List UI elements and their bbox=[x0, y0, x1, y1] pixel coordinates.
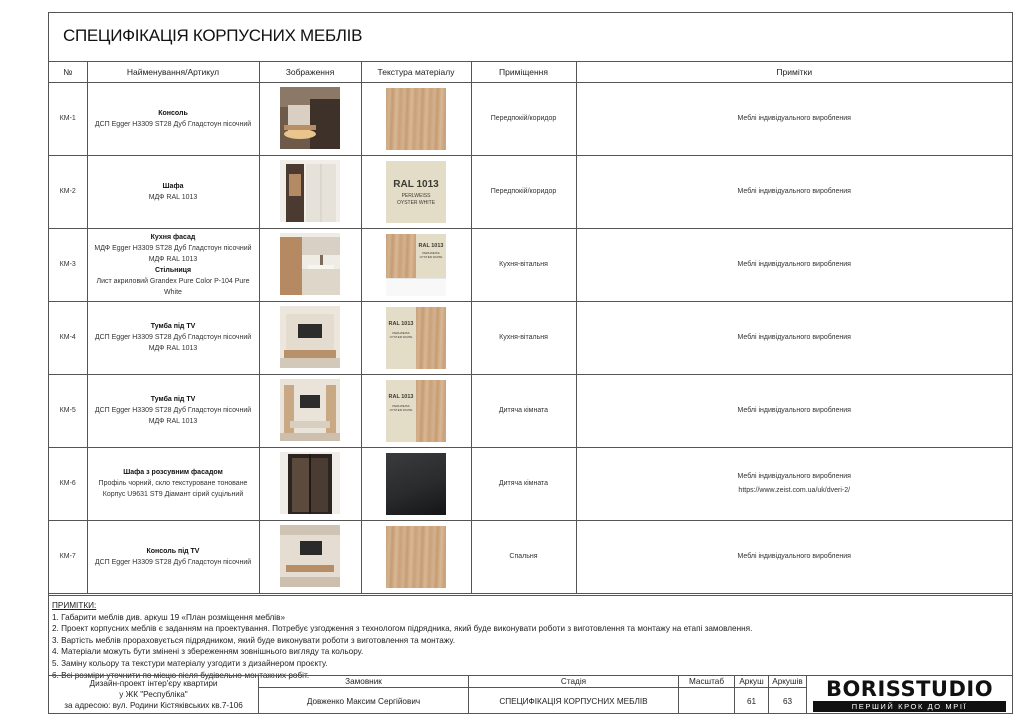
table-header-row bbox=[49, 62, 1012, 82]
ral-name-label: PERLWEISS bbox=[401, 192, 431, 199]
ral-1013-swatch bbox=[386, 307, 416, 369]
item-detail: ДСП Egger H3309 ST28 Дуб Гладстоун пісочний bbox=[94, 407, 252, 414]
item-name: Стільниця bbox=[154, 266, 192, 274]
scale-cell bbox=[679, 676, 735, 714]
studio-logo bbox=[807, 676, 1012, 714]
item-name-cell bbox=[87, 155, 259, 228]
col-header-notes: Примітки bbox=[576, 62, 1012, 82]
room-cell: Кухня-вітальня bbox=[471, 228, 576, 301]
texture-cell bbox=[361, 447, 471, 520]
ral-code-label: RAL 1013 bbox=[388, 393, 414, 400]
room-cell: Дитяча кімната bbox=[471, 374, 576, 447]
room-cell: Дитяча кімната bbox=[471, 447, 576, 520]
texture-cell bbox=[361, 301, 471, 374]
ral-name-label: OYSTER WHITE bbox=[419, 254, 443, 259]
page-title: СПЕЦИФІКАЦІЯ КОРПУСНИХ МЕБЛІВ bbox=[63, 26, 363, 45]
item-detail: Лист акриловий Grandex Pure Color P-104 Pure White bbox=[96, 277, 250, 296]
ral-1013-swatch bbox=[386, 380, 416, 442]
specification-table bbox=[49, 62, 1012, 594]
sheet-value: 61 bbox=[746, 696, 757, 706]
logo-tagline: ПЕРШИЙ КРОК ДО МРІЇ bbox=[813, 701, 1006, 712]
notes-section bbox=[49, 595, 1012, 680]
ral-name-label: OYSTER WHITE bbox=[389, 334, 413, 339]
combined-texture-swatch bbox=[386, 380, 446, 442]
room-cell: Кухня-вітальня bbox=[471, 301, 576, 374]
specification-sheet bbox=[48, 12, 1013, 714]
image-cell bbox=[259, 301, 361, 374]
oak-texture-swatch bbox=[386, 526, 446, 588]
note-item: 5. Заміну кольору та текстури матеріалу узгодити з дизайнером проєкту. bbox=[52, 658, 328, 668]
item-name-cell bbox=[87, 374, 259, 447]
note-cell: Меблі індивідуального виробления bbox=[576, 520, 1012, 593]
supplier-link[interactable]: https://www.zeist.com.ua/uk/dveri-2/ bbox=[738, 487, 851, 494]
ral-name-label: PERLWEISS bbox=[392, 330, 410, 335]
table-row bbox=[49, 155, 1012, 228]
notes-heading: ПРИМІТКИ: bbox=[52, 601, 97, 610]
note-item: 6. Всі розміри уточнити по місцю після будівельно-монтажних робіт. bbox=[52, 670, 310, 680]
table-row bbox=[49, 374, 1012, 447]
project-info bbox=[49, 676, 259, 714]
sheet-cell bbox=[735, 676, 769, 714]
table-row bbox=[49, 82, 1012, 155]
note-item: 2. Проект корпусних меблів є заданням на проектування. Потребує узгодження з технологом підрядника, який буде виконувати роботи з виготовлення та монтажу на етапі замовлення. bbox=[52, 624, 753, 634]
col-header-texture: Текстура матеріалу bbox=[361, 62, 471, 82]
ral-name-label: PERLWEISS bbox=[422, 250, 440, 255]
note-cell: Меблі індивідуального виробления bbox=[576, 82, 1012, 155]
item-detail: Корпус U9631 ST9 Діамант сірий суцільний bbox=[102, 491, 244, 498]
texture-cell bbox=[361, 520, 471, 593]
item-name-cell bbox=[87, 82, 259, 155]
note-cell: Меблі індивідуального виробления bbox=[576, 374, 1012, 447]
stage-value: СПЕЦИФІКАЦІЯ КОРПУСНИХ МЕБЛІВ bbox=[499, 696, 648, 706]
image-cell bbox=[259, 155, 361, 228]
item-name: Тумба під TV bbox=[150, 323, 196, 330]
room-cell: Передпокій/коридор bbox=[471, 155, 576, 228]
project-line: Дизайн-проект інтер'єру квартири bbox=[89, 679, 218, 688]
table-row bbox=[49, 447, 1012, 520]
furniture-photo bbox=[280, 87, 340, 149]
sheet-label: Аркуш bbox=[735, 676, 768, 688]
ral-name-label: OYSTER WHITE bbox=[396, 199, 436, 206]
oak-texture-swatch bbox=[416, 307, 446, 369]
item-detail: МДФ RAL 1013 bbox=[148, 255, 198, 263]
item-detail: МДФ RAL 1013 bbox=[148, 345, 198, 352]
image-cell bbox=[259, 520, 361, 593]
image-cell bbox=[259, 374, 361, 447]
client-value: Довженко Максим Сергійович bbox=[306, 696, 421, 706]
oak-texture-swatch bbox=[386, 88, 446, 150]
ral-code-label: RAL 1013 bbox=[418, 242, 444, 249]
ral-code-label: RAL 1013 bbox=[393, 178, 439, 190]
image-cell bbox=[259, 82, 361, 155]
texture-cell bbox=[361, 228, 471, 301]
sheets-label: Аркушів bbox=[769, 676, 806, 688]
image-cell bbox=[259, 447, 361, 520]
item-name-cell bbox=[87, 447, 259, 520]
furniture-photo bbox=[280, 306, 340, 368]
furniture-photo bbox=[280, 525, 340, 587]
note-item: 1. Габарити меблів див. аркуш 19 «План розміщення меблів» bbox=[52, 612, 286, 622]
room-cell: Спальня bbox=[471, 520, 576, 593]
client-label: Замовник bbox=[259, 676, 468, 688]
combined-texture-swatch bbox=[386, 307, 446, 369]
item-name-cell bbox=[87, 228, 259, 301]
col-header-number: № bbox=[49, 62, 87, 82]
item-name: Консоль bbox=[158, 109, 188, 117]
furniture-photo bbox=[280, 233, 340, 295]
table-row bbox=[49, 228, 1012, 301]
furniture-photo bbox=[280, 379, 340, 441]
item-name: Кухня фасад bbox=[150, 233, 196, 241]
white-acrylic-swatch bbox=[386, 278, 446, 296]
item-name: Тумба під TV bbox=[150, 396, 196, 403]
item-name-cell bbox=[87, 301, 259, 374]
dark-glass-swatch bbox=[386, 453, 446, 515]
item-name: Шафа з розсувним фасадом bbox=[123, 469, 223, 476]
stage-label: Стадія bbox=[469, 676, 678, 688]
item-detail: МДФ RAL 1013 bbox=[148, 418, 198, 425]
note-cell: Меблі індивідуального виробления bbox=[576, 228, 1012, 301]
item-name-cell bbox=[87, 520, 259, 593]
texture-cell bbox=[361, 155, 471, 228]
item-code: КМ-4 bbox=[49, 301, 87, 374]
item-detail: МДФ RAL 1013 bbox=[148, 193, 198, 201]
ral-name-label: PERLWEISS bbox=[392, 403, 410, 408]
note-cell: Меблі індивідуального виробления bbox=[576, 301, 1012, 374]
note-text: Меблі індивідуального виробления bbox=[737, 473, 851, 480]
note-item: 4. Матеріали можуть бути змінені з збереженням зовнішнього вигляду та кольору. bbox=[52, 647, 364, 657]
item-detail: Профіль чорний, скло текстуроване тоноване bbox=[98, 480, 248, 487]
note-item: 3. Вартість меблів прораховується підрядником, який буде виконувати роботи з виготовлення та монтажу. bbox=[52, 635, 455, 645]
furniture-photo bbox=[280, 160, 340, 222]
ral-code-label: RAL 1013 bbox=[388, 320, 414, 327]
client-cell bbox=[259, 676, 469, 714]
title-box bbox=[49, 13, 1012, 62]
combined-texture-swatch bbox=[386, 234, 446, 296]
item-name: Консоль під TV bbox=[146, 547, 200, 555]
item-code: КМ-7 bbox=[49, 520, 87, 593]
item-code: КМ-3 bbox=[49, 228, 87, 301]
item-detail: МДФ Egger H3309 ST28 Дуб Гладстоун пісочний bbox=[94, 244, 252, 252]
item-code: КМ-1 bbox=[49, 82, 87, 155]
note-cell bbox=[576, 447, 1012, 520]
item-detail: ДСП Egger H3309 ST28 Дуб Гладстоун пісочний bbox=[94, 334, 252, 341]
title-block bbox=[49, 675, 1012, 713]
texture-cell bbox=[361, 374, 471, 447]
room-cell: Передпокій/коридор bbox=[471, 82, 576, 155]
ral-1013-swatch bbox=[416, 234, 446, 278]
item-code: КМ-2 bbox=[49, 155, 87, 228]
oak-texture-swatch bbox=[416, 380, 446, 442]
project-line: за адресою: вул. Родини Кістяківських кв.7-106 bbox=[64, 701, 243, 710]
texture-cell bbox=[361, 82, 471, 155]
item-code: КМ-6 bbox=[49, 447, 87, 520]
logo-wordmark: BORISSTUDIO bbox=[825, 677, 994, 701]
ral-1013-swatch bbox=[386, 161, 446, 223]
furniture-photo bbox=[280, 452, 340, 514]
col-header-name: Найменування/Артикул bbox=[87, 62, 259, 82]
ral-name-label: OYSTER WHITE bbox=[389, 407, 413, 412]
table-row bbox=[49, 301, 1012, 374]
col-header-image: Зображення bbox=[259, 62, 361, 82]
item-code: КМ-5 bbox=[49, 374, 87, 447]
note-cell: Меблі індивідуального виробления bbox=[576, 155, 1012, 228]
scale-label: Масштаб bbox=[679, 676, 734, 688]
project-line: у ЖК "Республіка" bbox=[119, 690, 188, 699]
scale-value bbox=[679, 688, 734, 714]
item-detail: ДСП Egger H3309 ST28 Дуб Гладстоун пісочний bbox=[94, 558, 252, 566]
stage-cell bbox=[469, 676, 679, 714]
sheets-cell bbox=[769, 676, 807, 714]
item-name: Шафа bbox=[162, 182, 184, 190]
item-detail: ДСП Egger H3309 ST28 Дуб Гладстоун пісочний bbox=[94, 120, 252, 128]
image-cell bbox=[259, 228, 361, 301]
oak-texture-swatch bbox=[386, 234, 416, 278]
col-header-room: Приміщення bbox=[471, 62, 576, 82]
sheets-value: 63 bbox=[782, 696, 793, 706]
table-row bbox=[49, 520, 1012, 593]
